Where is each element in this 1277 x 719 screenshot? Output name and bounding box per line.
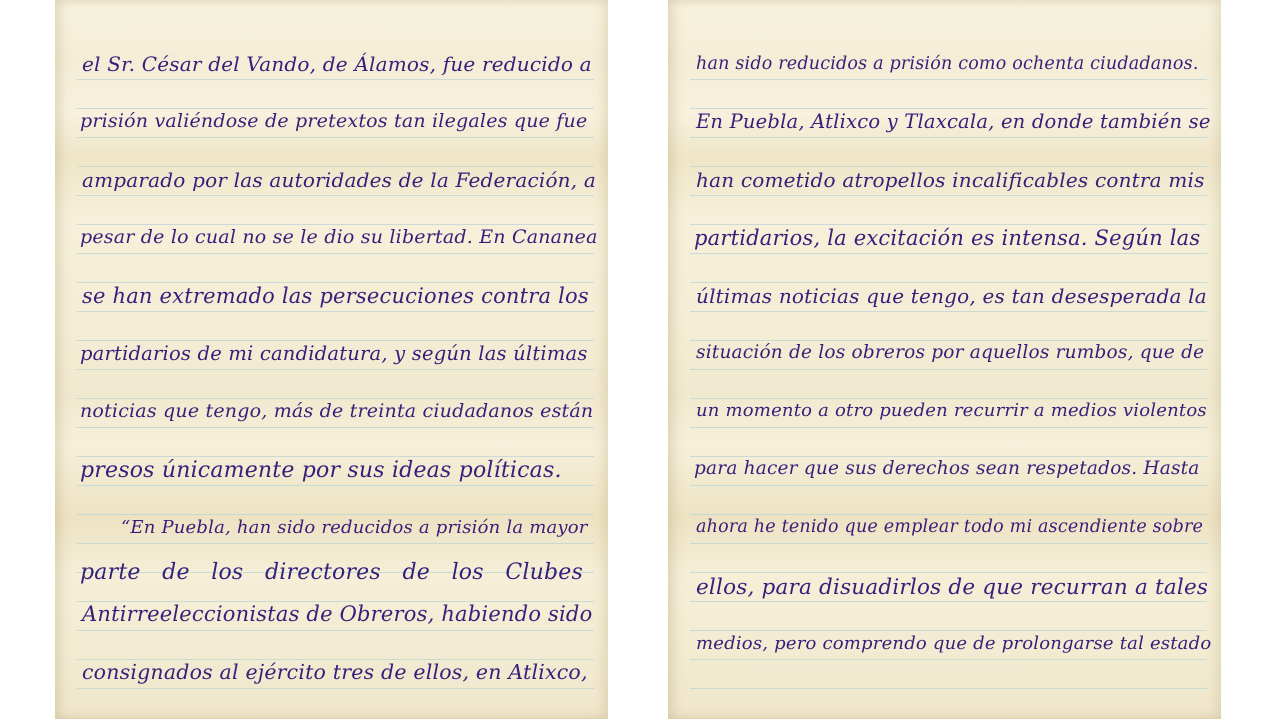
word: los xyxy=(211,560,244,585)
ruled-line xyxy=(690,253,1207,254)
ruled-line xyxy=(77,311,594,312)
ruled-line xyxy=(690,224,1207,225)
ruled-line xyxy=(77,340,594,341)
ruled-line xyxy=(690,485,1207,486)
ruled-line xyxy=(77,485,594,486)
ruled-line xyxy=(77,253,594,254)
ruled-line xyxy=(77,688,594,689)
handwritten-line: ellos, para disuadirlos de que recurran a tales xyxy=(696,575,1209,600)
handwritten-line: “En Puebla, han sido reducidos a prisión la mayor xyxy=(121,517,588,538)
handwritten-line: han sido reducidos a prisión como ochenta ciudadanos. xyxy=(696,54,1199,74)
word: Clubes xyxy=(505,560,583,585)
word: de xyxy=(402,560,430,585)
ruled-line xyxy=(690,572,1207,573)
ruled-line xyxy=(690,543,1207,544)
ruled-line xyxy=(690,195,1207,196)
handwritten-line: consignados al ejército tres de ellos, en Atlixco, xyxy=(82,660,588,684)
ruled-line xyxy=(690,137,1207,138)
ruled-line xyxy=(690,108,1207,109)
ruled-line xyxy=(690,369,1207,370)
handwritten-line: partidarios de mi candidatura, y según las últimas xyxy=(80,342,588,365)
ruled-line xyxy=(77,108,594,109)
word: parte xyxy=(80,560,141,585)
ruled-line xyxy=(690,601,1207,602)
handwritten-line: noticias que tengo, más de treinta ciudadanos están xyxy=(80,400,594,422)
ruled-line xyxy=(690,659,1207,660)
word: de xyxy=(162,560,190,585)
ruled-line xyxy=(77,224,594,225)
handwritten-line: En Puebla, Atlixco y Tlaxcala, en donde también se xyxy=(696,110,1211,133)
ruled-line xyxy=(690,166,1207,167)
letter-page-left xyxy=(55,0,608,719)
ruled-line xyxy=(690,427,1207,428)
ruled-line xyxy=(690,688,1207,689)
ruled-line xyxy=(690,79,1207,80)
ruled-line xyxy=(77,166,594,167)
handwritten-line: para hacer que sus derechos sean respetados. Hasta xyxy=(694,458,1200,479)
handwritten-line: partidarios, la excitación es intensa. Según las xyxy=(694,226,1201,250)
ruled-line xyxy=(77,630,594,631)
handwritten-line: han cometido atropellos incalificables contra mis xyxy=(696,168,1205,192)
handwritten-line: ahora he tenido que emplear todo mi ascendiente sobre xyxy=(696,517,1204,537)
letter-page-right xyxy=(668,0,1221,719)
ruled-line xyxy=(690,398,1207,399)
ruled-line xyxy=(690,630,1207,631)
handwritten-line: medios, pero comprendo que de prolongarse tal estado xyxy=(696,633,1212,654)
handwritten-line: prisión valiéndose de pretextos tan ilegales que fue xyxy=(80,110,588,132)
handwritten-line: presos únicamente por sus ideas políticas. xyxy=(80,458,562,483)
handwritten-line: amparado por las autoridades de la Federación, a xyxy=(82,168,597,192)
ruled-line xyxy=(77,456,594,457)
ruled-line xyxy=(77,427,594,428)
ruled-line xyxy=(77,543,594,544)
ruled-line xyxy=(77,369,594,370)
handwritten-line: últimas noticias que tengo, es tan desesperada la xyxy=(696,284,1207,308)
ruled-line xyxy=(77,514,594,515)
ruled-line xyxy=(77,398,594,399)
ruled-line xyxy=(690,340,1207,341)
word: los xyxy=(451,560,484,585)
ruled-line xyxy=(77,195,594,196)
ruled-line xyxy=(690,514,1207,515)
ruled-line xyxy=(690,311,1207,312)
word: directores xyxy=(265,560,381,585)
handwritten-line: situación de los obreros por aquellos rumbos, que de xyxy=(696,342,1205,363)
ruled-line xyxy=(77,79,594,80)
handwritten-line: un momento a otro pueden recurrir a medios violentos xyxy=(696,400,1207,421)
ruled-line xyxy=(690,282,1207,283)
handwritten-line: pesar de lo cual no se le dio su libertad. En Cananea xyxy=(80,226,598,248)
ruled-line xyxy=(77,137,594,138)
handwritten-line: Antirreeleccionistas de Obreros, habiendo sido xyxy=(82,602,593,626)
ruled-line xyxy=(77,282,594,283)
handwritten-line: el Sr. César del Vando, de Álamos, fue reducido a xyxy=(82,52,592,76)
handwritten-line: se han extremado las persecuciones contra los xyxy=(82,284,589,308)
ruled-line xyxy=(690,456,1207,457)
handwritten-line-justified xyxy=(80,560,583,585)
